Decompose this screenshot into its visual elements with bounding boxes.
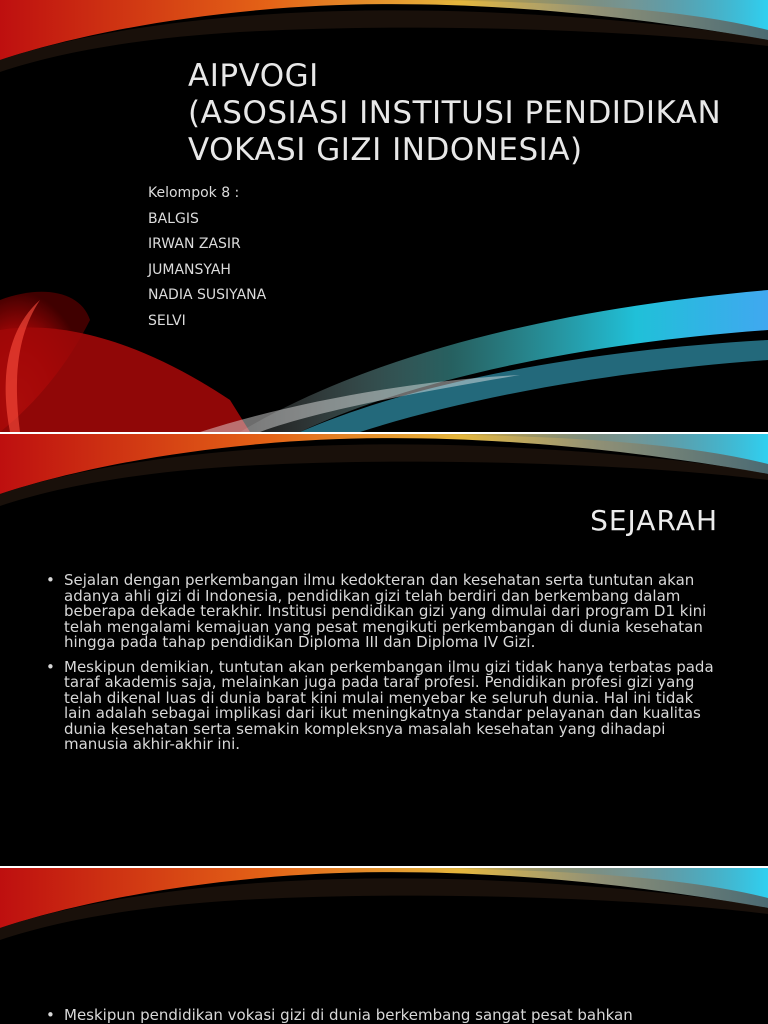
bullet-icon: • (46, 1006, 55, 1024)
bullet-text: Meskipun pendidikan vokasi gizi di dunia berkembang sangat pesat bahkan (64, 1006, 633, 1024)
member-name: SELVI (148, 312, 186, 329)
bullet-list (46, 573, 722, 762)
title-slide (0, 0, 768, 432)
decorative-swoosh (0, 868, 768, 1024)
member-name: BALGIS (148, 210, 199, 227)
bullet-text: Meskipun demikian, tuntutan akan perkembangan ilmu gizi tidak hanya terbatas pada taraf akademis saja, melainkan juga pada taraf profesi. Pendidikan profesi gizi yang telah dikenal luas di dunia barat kini mulai menyebar ke seluruh dunia. Hal ini tidak lain adalah sebagai implikasi dari ikut meningkatnya standar pelayanan dan kualitas dunia kesehatan serta semakin kompleksnya masalah kesehatan yang dihadapi manusia akhir-akhir ini. (64, 657, 714, 753)
group-label: Kelompok 8 : (148, 185, 240, 201)
title-line: (ASOSIASI INSTITUSI PENDIDIKAN (188, 95, 722, 131)
bullet-text: Sejalan dengan perkembangan ilmu kedokteran dan kesehatan serta tuntutan akan adanya ahli gizi di Indonesia, pendidikan gizi telah berdiri dan berkembang dalam beberapa dekade terakhir. Institusi pendidikan gizi yang dimulai dari program D1 kini telah mengalami kemajuan yang pesat mengikuti perkembangan di dunia kesehatan hingga pada tahap pendidikan Diploma III dan Diploma IV Gizi. (64, 571, 707, 651)
title-line: AIPVOGI (188, 58, 319, 94)
title-line: VOKASI GIZI INDONESIA) (188, 132, 583, 168)
member-name: JUMANSYAH (148, 261, 231, 278)
bullet-item (46, 657, 722, 753)
continuation-slide (0, 868, 768, 1024)
bullet-item (46, 1008, 722, 1024)
group-members (148, 181, 266, 334)
bullet-icon: • (46, 571, 55, 589)
history-slide (0, 434, 768, 866)
member-name: NADIA SUSIYANA (148, 287, 267, 303)
slide-title (188, 58, 721, 169)
member-name: IRWAN ZASIR (148, 236, 241, 252)
bullet-list (46, 1008, 722, 1024)
bullet-item (46, 573, 722, 651)
bullet-icon: • (46, 657, 55, 676)
slide-heading: SEJARAH (590, 504, 718, 537)
